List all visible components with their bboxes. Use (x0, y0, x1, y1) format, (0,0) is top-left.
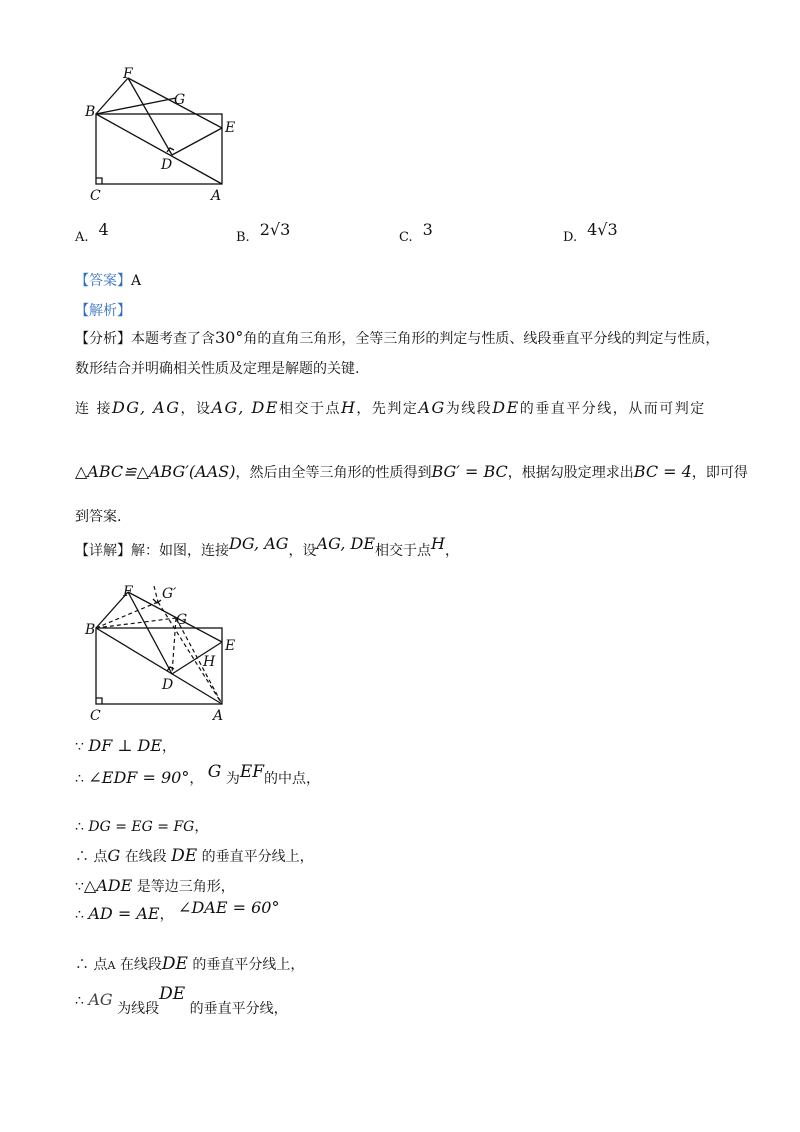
label-d: D (162, 677, 174, 693)
detail-line: 【详解】解：如图，连接DG, AG，设AG, DE相交于点H， (75, 534, 459, 559)
step-5: ∵△ADE 是等边三角形， (75, 876, 235, 895)
figure-1-diagram (80, 66, 250, 206)
label-c: C (90, 188, 101, 204)
figure-2 (80, 580, 260, 729)
fenxi-line-2: 数形结合并明确相关性质及定理是解题的关键. (75, 361, 360, 377)
label-g-prime: G′ (162, 586, 177, 602)
method-line-2: △ABC≌△ABG′(AAS)，然后由全等三角形的性质得到BG′ = BC，根据勾股定理求出BC = 4，即可得 (75, 462, 748, 481)
step-7: ∴ 点A 在线段DE 的垂直平分线上， (75, 954, 305, 974)
label-f: F (123, 66, 133, 82)
step-1: ∵ DF ⊥ DE， (75, 736, 177, 755)
label-e: E (225, 120, 236, 136)
figure-1 (80, 66, 250, 210)
step-3: ∴ DG = EG = FG， (75, 819, 209, 835)
label-a: A (213, 708, 224, 724)
fenxi-line-1: 【分析】本题考查了含30°角的直角三角形，全等三角形的判定与性质、线段垂直平分线的判定与性质， (75, 328, 720, 347)
method-line-3: 到答案. (75, 509, 122, 525)
option-c: C. 3 (399, 220, 433, 245)
label-g: G (176, 612, 188, 628)
label-h: H (203, 654, 216, 670)
label-g: G (174, 92, 186, 108)
figure-2-diagram (80, 580, 260, 725)
label-b: B (85, 622, 96, 638)
label-a: A (211, 188, 222, 204)
label-c: C (90, 708, 101, 724)
method-line-1: 连 接DG, AG，设AG, DE相交于点H，先判定AG为线段DE的垂直平分线，从而可判定 (75, 398, 706, 417)
option-d: D. 4√3 (563, 220, 618, 245)
label-b: B (85, 104, 96, 120)
step-8: ∴ AG 为线段DE 的垂直平分线， (75, 984, 288, 1017)
analysis-heading: 【解析】 (75, 303, 131, 319)
step-2: ∴ ∠EDF = 90°， G 为EF的中点， (75, 762, 321, 787)
answer-line (75, 270, 141, 290)
option-b: B. 2√3 (236, 220, 291, 245)
label-f: F (123, 584, 133, 600)
answer-value: A (131, 273, 142, 289)
option-a: A. 4 (75, 220, 109, 245)
label-d: D (161, 157, 173, 173)
step-6: ∴ AD = AE， ∠DAE = 60° (75, 898, 280, 923)
label-e: E (225, 638, 236, 654)
answer-tag: 【答案】 (75, 273, 131, 289)
step-4: ∴ 点G 在线段 DE 的垂直平分线上， (75, 846, 314, 866)
